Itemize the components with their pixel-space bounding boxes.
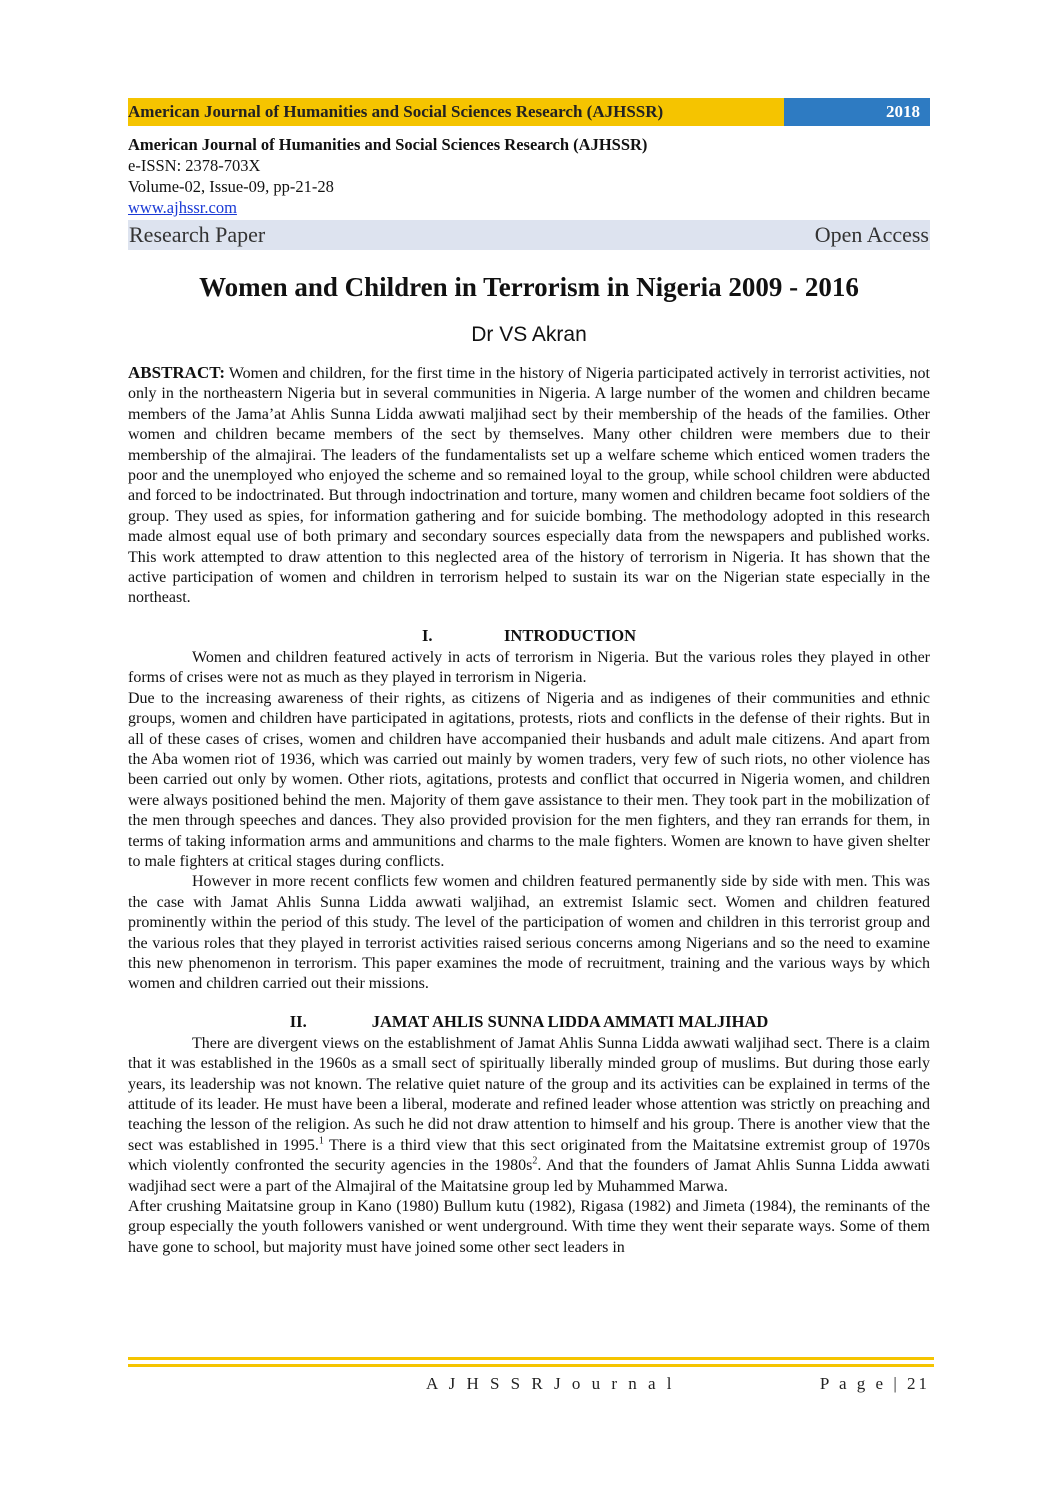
article-type-bar — [128, 220, 930, 250]
paragraph: However in more recent conflicts few women and children featured permanently side by side with men. This was the case with Jamat Ahlis Sunna Lidda awwati waljihad, an extremist Islamic sect. Women and children featured prominently within the period of this study. The level of the participation of women and children in this terrorist group and the various roles that they played in terrorist activities raised serious concerns among Nigerians and so the need to examine this new phenomenon in terrorism. This paper examines the mode of recruitment, training and the various ways by which women and children carried out their missions. — [128, 873, 930, 993]
footer-rule — [128, 1357, 934, 1360]
website-link[interactable]: www.ajhssr.com — [128, 198, 237, 217]
access-type: Open Access — [814, 222, 929, 247]
section-heading-introduction — [128, 626, 930, 646]
paragraph: Due to the increasing awareness of their rights, as citizens of Nigeria and as indigenes of their communities and ethnic groups, women and children have participated in agitations, protests, riots and conflicts in the defense of their rights. But in all of these cases of crises, women and children have accompanied their husbands and adult male citizens. And apart from the Aba women riot of 1936, which was carried out mainly by women traders, very few of such riots, no other violence has been carried out only by women. Other riots, agitations, protests and conflict that occurred in Nigeria women, and children were always positioned behind the men. Majority of them gave assistance to their men. They took part in the mobilization of the men through speeches and dances. They also provided provision for the men fighters, and they ran errands for them, in terms of taking information arms and ammunitions and charms to the male fighters. Women are known to have given shelter to male fighters at critical stages during conflicts. — [128, 689, 930, 870]
section-heading-jamat — [128, 1012, 930, 1032]
paragraph: After crushing Maitatsine group in Kano (1980) Bullum kutu (1982), Rigasa (1982) and Jimeta (1984), the reminants of the group especially the youth followers vanished or went underground. With time they went their separate ways. Some of them have gone to school, but majority must have joined some other sect leaders in — [128, 1198, 930, 1256]
paragraph: There are divergent views on the establishment of Jamat Ahlis Sunna Lidda awwati waljihad sect. There is a claim that it was established in the 1960s as a small sect of spiritually liberally minded group of muslims. But during those early years, its leadership was not known. The relative quiet nature of the group and its activities can be explained in terms of the attitude of its leader. He must have been a liberal, moderate and refined leader whose attention was strictly on preaching and teaching the lesson of the religion. As such he did not draw attention to himself and his group. There is another view that the sect was established in 1995.$^1$ There is a third view that this sect originated from the Maitatsine extremist group of 1970s which violently confronted the security agencies in the $1980s^2$. And that the founders of Jamat Ahlis Sunna Lidda awwati wadjihad sect were a part of the Almajiral of the Maitatsine group led by Muhammed Marwa. — [128, 1034, 931, 1195]
running-header-journal: American Journal of Humanities and Social Sciences Research (AJHSSR) — [128, 98, 784, 126]
paragraph: Women and children featured actively in acts of terrorism in Nigeria. But the various roles they played in other forms of crises were not as much as they played in terrorism in Nigeria. — [128, 648, 930, 687]
page-content — [128, 98, 930, 1258]
article-type: Research Paper — [129, 222, 266, 247]
footer-journal: A J H S S R J o u r n a l — [426, 1374, 676, 1393]
paper-author: Dr VS Akran — [471, 323, 587, 346]
section-title: INTRODUCTION — [503, 625, 637, 645]
paper-title: Women and Children in Terrorism in Nigeria 2009 - 2016 — [199, 272, 859, 302]
journal-meta — [128, 134, 930, 218]
abstract — [128, 363, 930, 609]
issn: e-ISSN: 2378-703X — [128, 156, 261, 175]
running-header-year: 2018 — [784, 98, 930, 126]
abstract-text: Women and children, for the first time in the history of Nigeria participated actively in terrorist activities, not only in the northeastern Nigeria but in several communities in Nigeria. A large number of the women and children became members of the Jama’at Ahlis Sunna Lidda awwati maljihad sect by their membership of the heads of the families. Other women and children became members of the sect by themselves. Many other children were members due to their membership of the almajirai. The leaders of the fundamentalists set up a welfare scheme which enticed women traders the poor and the unemployed who enjoyed the scheme and so remained loyal to the group, while school children were abducted and forced to be indoctrinated. But through indoctrination and torture, many women and children became foot soldiers of the group. They used as spies, for information gathering and for suicide bombing. The methodology adopted in this research made almost equal use of both primary and secondary sources especially data from the newspapers and published works. This work attempted to draw attention to this neglected area of the history of terrorism in Nigeria. It has shown that the active participation of women and children in terrorism helped to sustain its war on the Nigerian state especially in the northeast. — [128, 365, 931, 607]
footer-page: P a g e | 21 — [819, 1374, 930, 1393]
abstract-label: ABSTRACT: — [128, 363, 225, 382]
section-title: JAMAT AHLIS SUNNA LIDDA AMMATI MALJIHAD — [371, 1011, 769, 1031]
section-number: II. — [289, 1011, 307, 1031]
footnote-ref[interactable]: 1 — [318, 1135, 324, 1147]
journal-name: American Journal of Humanities and Social Sciences Research (AJHSSR) — [128, 135, 648, 154]
volume-issue: Volume-02, Issue-09, pp-21-28 — [128, 177, 334, 196]
running-header — [128, 98, 930, 126]
footer-rule — [128, 1364, 934, 1367]
footnote-ref[interactable]: 2 — [532, 1155, 538, 1167]
page-footer — [128, 1374, 930, 1394]
section-number: I. — [421, 625, 433, 645]
